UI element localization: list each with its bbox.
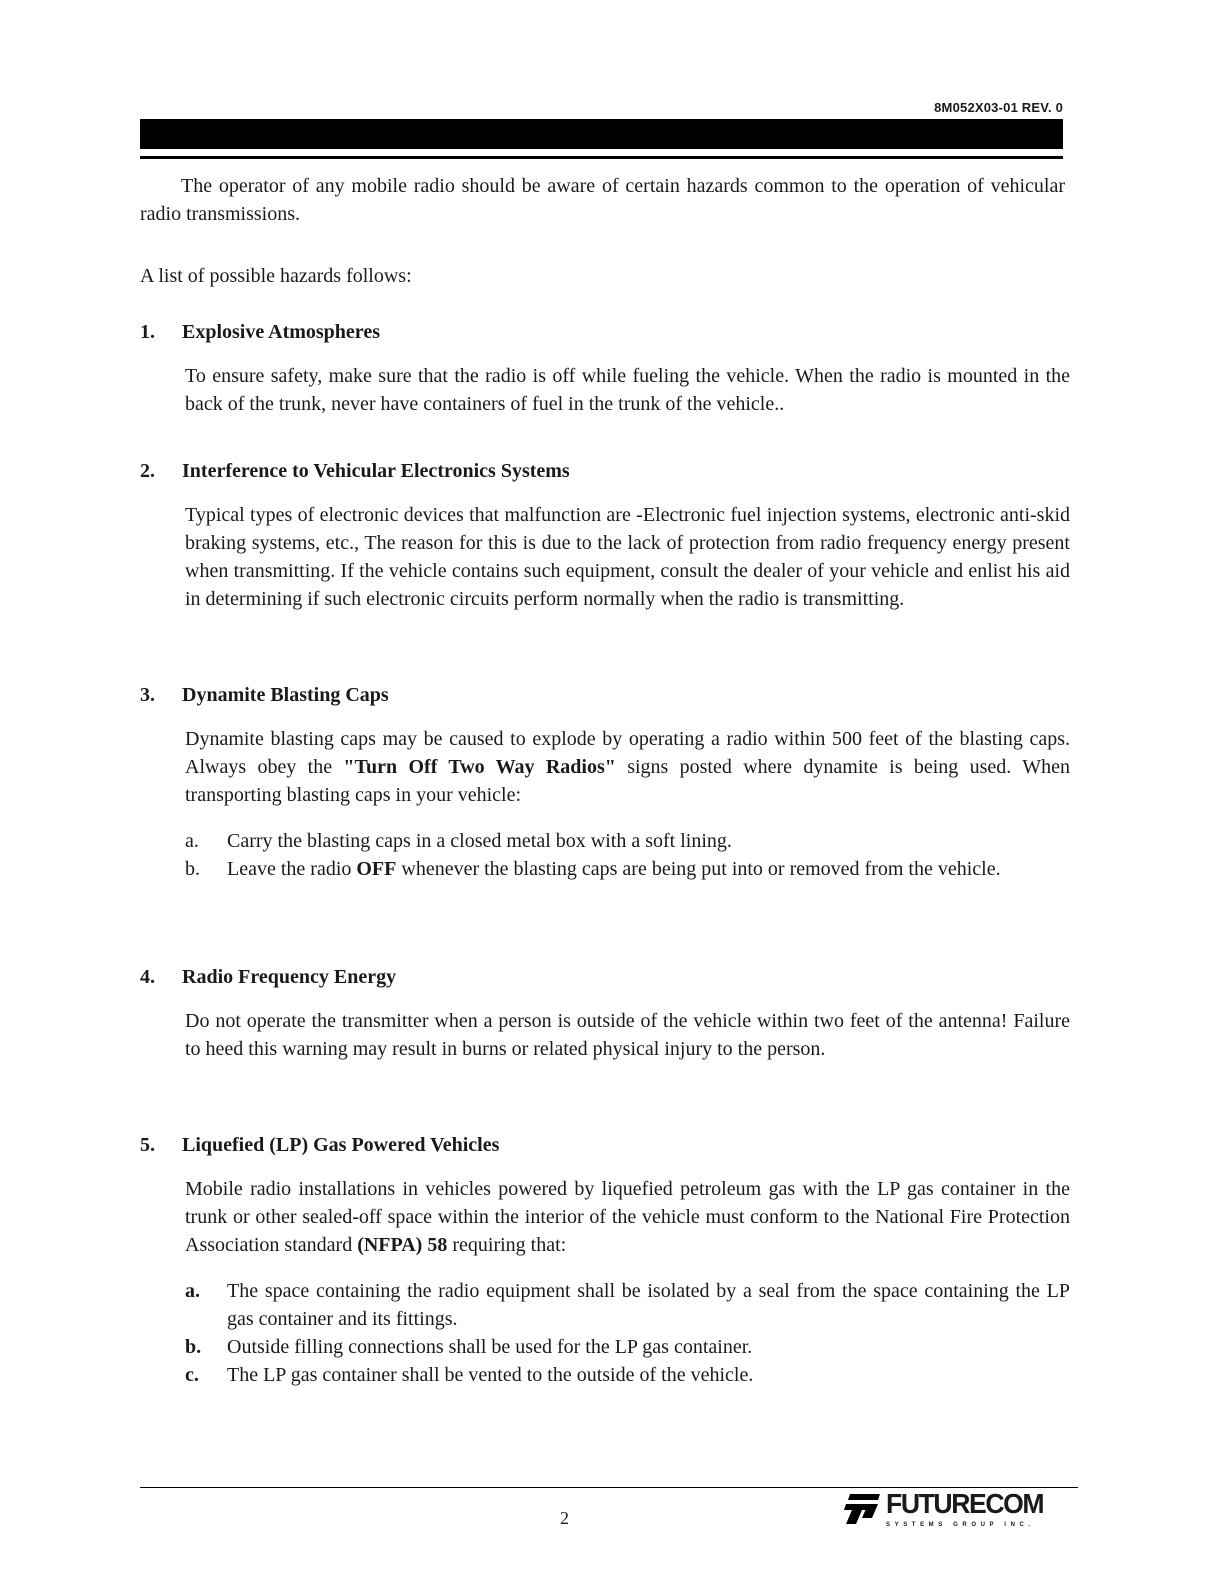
list-marker: b. xyxy=(185,858,200,880)
section-title: Dynamite Blasting Caps xyxy=(182,684,389,706)
section-body: To ensure safety, make sure that the radio is off while fueling the vehicle. When the radio is mounted in the back of the trunk, never have containers of fuel in the trunk of the vehicle.. xyxy=(185,365,1070,415)
document-code: 8M052X03-01 REV. 0 xyxy=(934,100,1063,115)
section-body: Do not operate the transmitter when a person is outside of the vehicle within two feet of the antenna! Failure to heed this warning may result in burns or related physical injury to the person. xyxy=(185,1010,1070,1060)
list-item xyxy=(185,827,1070,855)
list-marker: c. xyxy=(185,1364,199,1386)
list-text: The LP gas container shall be vented to the outside of the vehicle. xyxy=(227,1364,754,1386)
precaution-list xyxy=(185,827,1070,883)
warning-sign-text: "Turn Off Two Way Radios" xyxy=(343,756,616,778)
section-number: 1. xyxy=(140,321,155,343)
list-text: Outside filling connections shall be used for the LP gas container. xyxy=(227,1336,753,1358)
requirement-list xyxy=(185,1277,1070,1389)
list-item xyxy=(185,855,1070,883)
futurecom-logo xyxy=(842,1488,1062,1536)
list-item xyxy=(185,1333,1070,1361)
section-heading xyxy=(140,318,1070,346)
section-radio-frequency-energy xyxy=(140,963,1070,1063)
section-lp-gas-vehicles xyxy=(140,1131,1070,1389)
section-title: Radio Frequency Energy xyxy=(182,966,397,988)
list-text: Leave the radio OFF whenever the blasting caps are being put into or removed from the vehicle. xyxy=(227,858,1001,880)
section-title: Explosive Atmospheres xyxy=(182,321,380,343)
standard-reference: (NFPA) 58 xyxy=(357,1234,448,1256)
intro-paragraph: The operator of any mobile radio should be aware of certain hazards common to the operation of vehicular radio transmissions. xyxy=(140,175,1065,225)
section-explosive-atmospheres xyxy=(140,318,1070,418)
list-marker: b. xyxy=(185,1336,202,1358)
section-heading xyxy=(140,1131,1070,1159)
section-dynamite-blasting-caps xyxy=(140,681,1070,883)
section-body: Dynamite blasting caps may be caused to explode by operating a radio within 500 feet of the blasting caps. Always obey the "Turn Off Two Way Radios" signs posted where dynamite is being used. When transporting blasting caps in your vehicle: xyxy=(185,728,1070,806)
section-vehicular-electronics xyxy=(140,457,1070,613)
section-number: 2. xyxy=(140,460,155,482)
page-number: 2 xyxy=(560,1508,569,1528)
section-number: 3. xyxy=(140,684,155,706)
logo-tagline: SYSTEMS GROUP INC. xyxy=(886,1522,1035,1528)
section-body: Typical types of electronic devices that malfunction are -Electronic fuel injection systems, electronic anti-skid braking systems, etc., The reason for this is due to the lack of protection from radio frequency energy present when transmitting. If the vehicle contains such equipment, consult the dealer of your vehicle and enlist his aid in determining if such electronic circuits perform normally when the radio is transmitting. xyxy=(185,504,1070,610)
section-heading xyxy=(140,963,1070,991)
logo-wordmark: FUTURECOM xyxy=(886,1488,1044,1519)
section-heading xyxy=(140,457,1070,485)
section-number: 5. xyxy=(140,1134,155,1156)
list-marker: a. xyxy=(185,1280,200,1302)
header-bar xyxy=(140,119,1063,149)
logo-mark-icon xyxy=(842,1492,882,1528)
section-heading xyxy=(140,681,1070,709)
section-title: Interference to Vehicular Electronics Systems xyxy=(182,460,570,482)
section-title: Liquefied (LP) Gas Powered Vehicles xyxy=(182,1134,500,1156)
list-text: The space containing the radio equipment shall be isolated by a seal from the space containing the LP gas container and its fittings. xyxy=(227,1280,1070,1330)
section-number: 4. xyxy=(140,966,155,988)
lead-sentence: A list of possible hazards follows: xyxy=(140,265,412,287)
list-item xyxy=(185,1277,1070,1333)
section-body: Mobile radio installations in vehicles powered by liquefied petroleum gas with the LP gas container in the trunk or other sealed-off space within the interior of the vehicle must conform to the National Fire Protection Association standard (NFPA) 58 requiring that: xyxy=(185,1178,1070,1256)
list-text: Carry the blasting caps in a closed metal box with a soft lining. xyxy=(227,830,732,852)
header-rule xyxy=(140,156,1063,159)
list-marker: a. xyxy=(185,830,199,852)
list-item xyxy=(185,1361,1070,1389)
